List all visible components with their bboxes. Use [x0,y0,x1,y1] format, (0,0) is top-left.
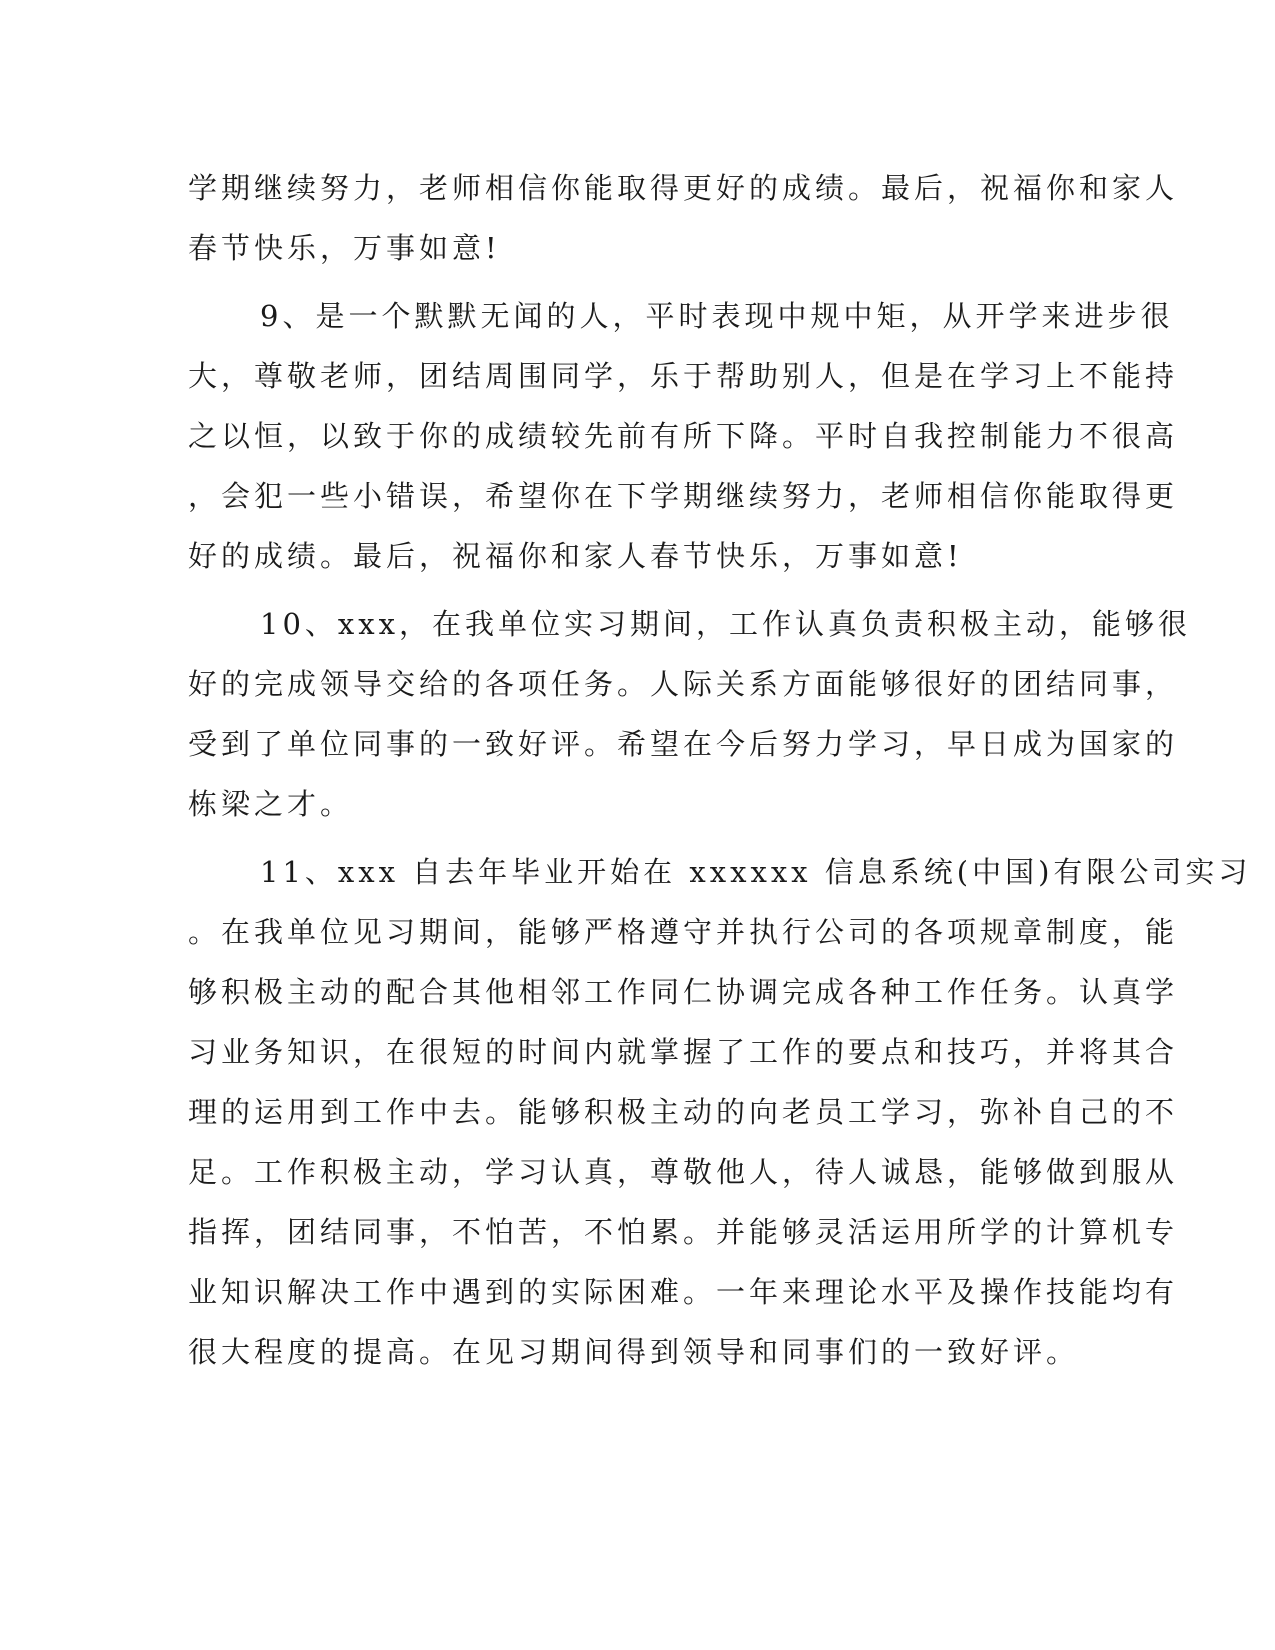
paragraph-item-10 [188,594,1191,834]
text-line: 好的成绩。最后，祝福你和家人春节快乐，万事如意! [188,539,963,573]
text-line: 足。工作积极主动，学习认真，尊敬他人，待人诚恳，能够做到服从 [188,1155,1179,1189]
text-line: 受到了单位同事的一致好评。希望在今后努力学习，早日成为国家的 [188,727,1179,761]
paragraph-item-9 [188,286,1179,586]
text-line: 春节快乐，万事如意! [188,231,501,265]
text-line-first: 9、是一个默默无闻的人，平时表现中规中矩，从开学来进步很 [260,299,1174,333]
text-line-first: 10、xxx，在我单位实习期间，工作认真负责积极主动，能够很 [260,607,1191,641]
text-line: 指挥，团结同事，不怕苦，不怕累。并能够灵活运用所学的计算机专 [188,1215,1179,1249]
text-line: 习业务知识，在很短的时间内就掌握了工作的要点和技巧，并将其合 [188,1035,1179,1069]
text-line: 理的运用到工作中去。能够积极主动的向老员工学习，弥补自己的不 [188,1095,1179,1129]
text-line-first: 11、xxx 自去年毕业开始在 xxxxxx 信息系统(中国)有限公司实习 [260,855,1252,889]
text-line: 大，尊敬老师，团结周围同学，乐于帮助别人，但是在学习上不能持 [188,359,1179,393]
text-line: 之以恒，以致于你的成绩较先前有所下降。平时自我控制能力不很高 [188,419,1179,453]
text-line: 够积极主动的配合其他相邻工作同仁协调完成各种工作任务。认真学 [188,975,1179,1009]
paragraph-item-11 [188,842,1252,1382]
text-line: 学期继续努力，老师相信你能取得更好的成绩。最后，祝福你和家人 [188,171,1179,205]
text-line: 好的完成领导交给的各项任务。人际关系方面能够很好的团结同事， [188,667,1179,701]
document-body [188,158,1252,1382]
text-line: 栋梁之才。 [188,787,354,821]
paragraph-continuation [188,158,1179,278]
text-line: ，会犯一些小错误，希望你在下学期继续努力，老师相信你能取得更 [188,479,1179,513]
text-line: 很大程度的提高。在见习期间得到领导和同事们的一致好评。 [188,1335,1080,1369]
text-line: 业知识解决工作中遇到的实际困难。一年来理论水平及操作技能均有 [188,1275,1179,1309]
text-line: 。在我单位见习期间，能够严格遵守并执行公司的各项规章制度，能 [188,915,1179,949]
